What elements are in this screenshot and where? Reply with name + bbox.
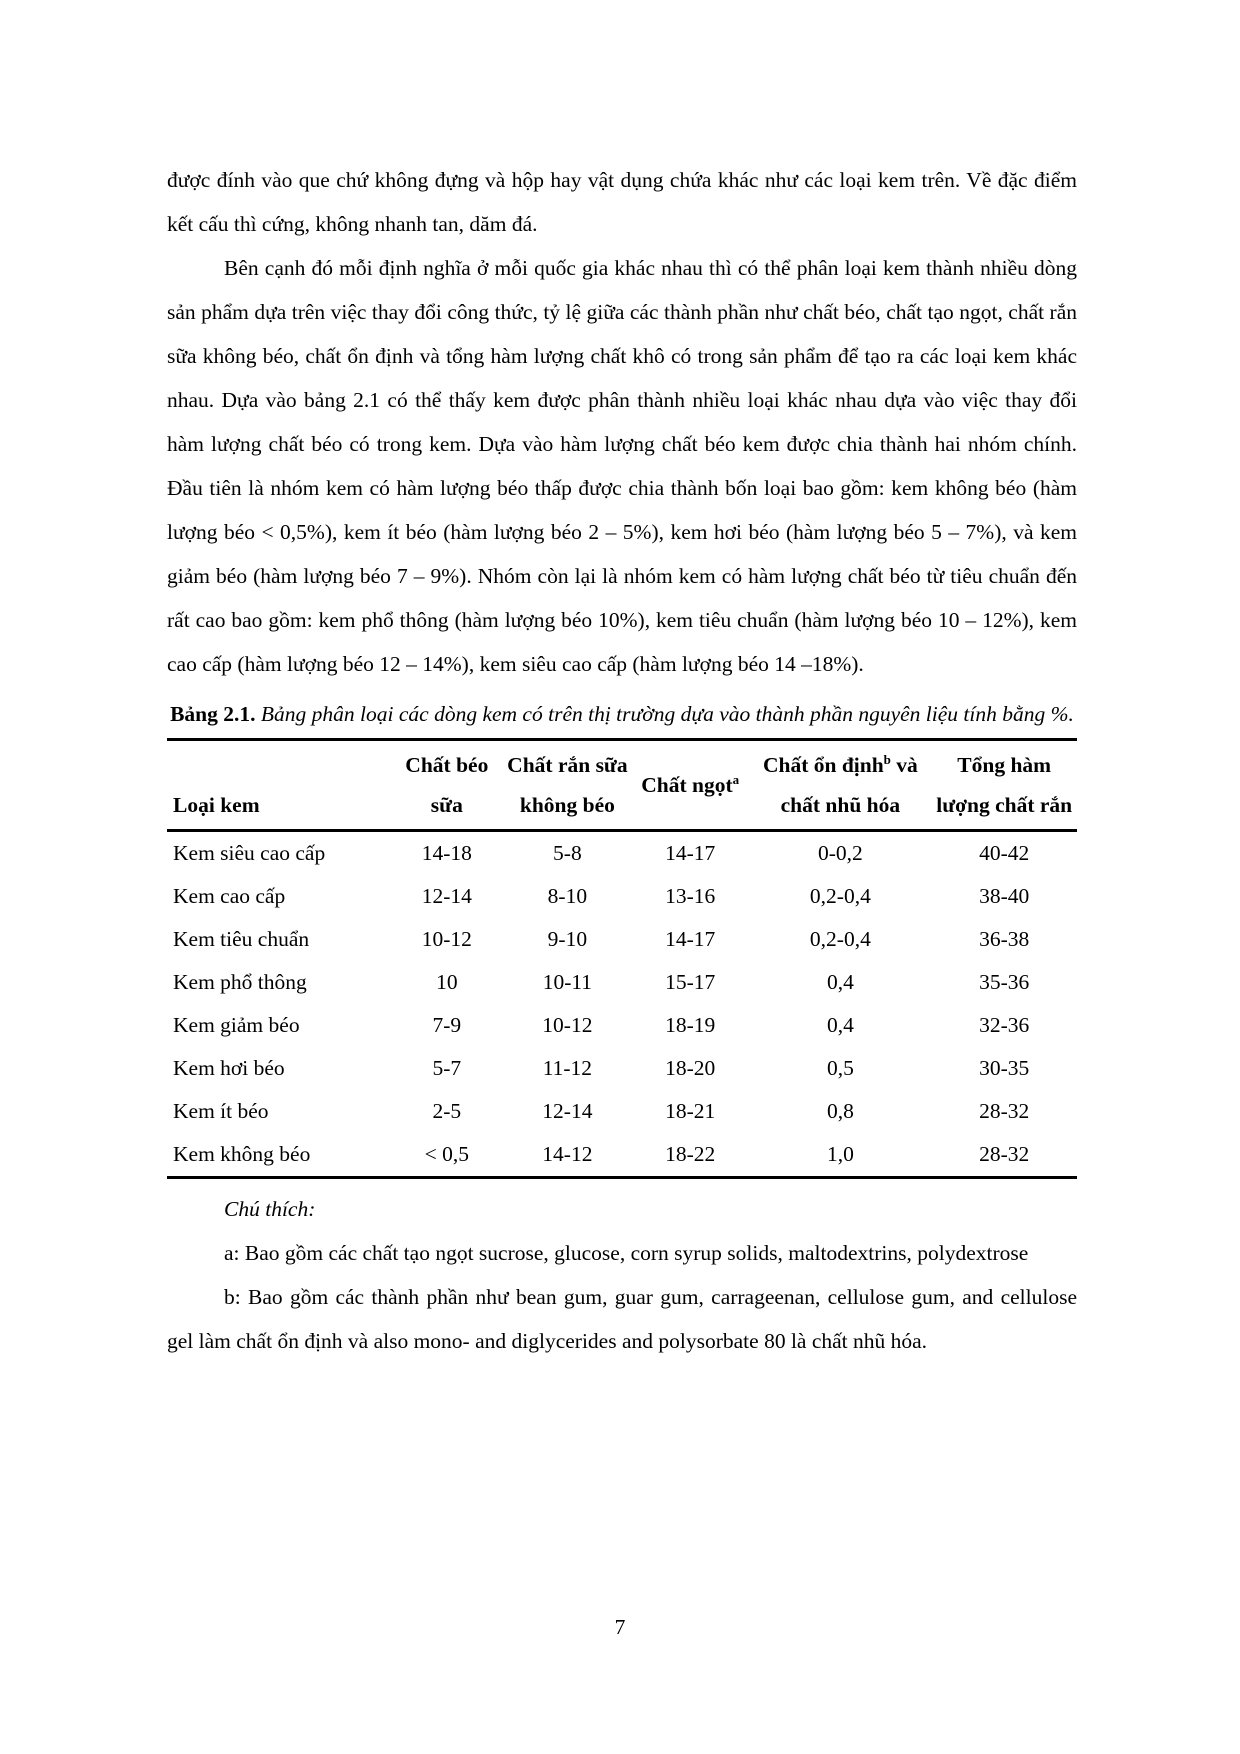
cell-value: 0,2-0,4 — [809, 884, 871, 908]
page-number: 7 — [614, 1615, 626, 1639]
cell-kem-type: Kem cao cấp — [173, 884, 286, 908]
ice-cream-classification-table — [167, 738, 1077, 1179]
cell-value: 10 — [436, 970, 458, 994]
table-row — [167, 961, 1077, 1004]
footnote-a: a: Bao gồm các chất tạo ngọt sucrose, glucose, corn syrup solids, maltodextrins, polydextrose — [224, 1241, 1029, 1265]
cell-value: 9-10 — [547, 927, 588, 951]
table-row — [167, 831, 1077, 876]
cell-value: 14-17 — [665, 927, 716, 951]
cell-value: 35-36 — [979, 970, 1030, 994]
footnote-b: b: Bao gồm các thành phần như bean gum, guar gum, carrageenan, cellulose gum, and cellulose gel làm chất ổn định và also mono- and diglycerides and polysorbate 80 là chất nhũ hóa. — [167, 1285, 1077, 1353]
column-header-chat-ngot — [631, 740, 749, 831]
cell-value: 0,4 — [826, 970, 854, 994]
cell-value: 18-22 — [665, 1142, 716, 1166]
table-caption — [167, 692, 1077, 736]
cell-value: 14-12 — [542, 1142, 593, 1166]
footnote-marker-b: b — [883, 751, 891, 767]
table-footnotes — [167, 1187, 1077, 1363]
table-row — [167, 875, 1077, 918]
cell-value: 11-12 — [542, 1056, 593, 1080]
table-row — [167, 1047, 1077, 1090]
cell-kem-type: Kem tiêu chuẩn — [173, 927, 310, 951]
column-header-chat-on-dinh-nhu-hoa: Chất ổn định$^b$ và chất nhũ hóa — [762, 751, 918, 817]
cell-value: 36-38 — [979, 927, 1030, 951]
cell-kem-type: Kem không béo — [173, 1142, 311, 1166]
cell-value: 0,2-0,4 — [809, 927, 871, 951]
cell-kem-type: Kem giảm béo — [173, 1013, 300, 1037]
table-row — [167, 918, 1077, 961]
cell-value: 5-8 — [553, 841, 582, 865]
cell-value: 10-12 — [542, 1013, 593, 1037]
cell-value: 12-14 — [542, 1099, 593, 1123]
cell-value: 0,8 — [826, 1099, 854, 1123]
table-row — [167, 1004, 1077, 1047]
column-header-loai-kem: Loại kem — [173, 793, 260, 817]
cell-value: 18-20 — [665, 1056, 716, 1080]
footnote-marker-a: a — [732, 771, 740, 787]
cell-value: 28-32 — [979, 1099, 1030, 1123]
cell-value: 40-42 — [979, 841, 1030, 865]
cell-value: < 0,5 — [424, 1142, 469, 1166]
table-header-row — [167, 740, 1077, 831]
cell-value: 18-19 — [665, 1013, 716, 1037]
cell-value: 28-32 — [979, 1142, 1030, 1166]
footnotes-title: Chú thích: — [224, 1197, 316, 1221]
cell-kem-type: Kem siêu cao cấp — [173, 841, 326, 865]
column-header-chat-ran-sua-khong-beo: Chất rắn sữa không béo — [507, 753, 628, 817]
cell-value: 0-0,2 — [817, 841, 863, 865]
paragraph-continuation: được đính vào que chứ không đựng và hộp hay vật dụng chứa khác như các loại kem trên. Về đặc điểm kết cấu thì cứng, không nhanh tan, dăm đá. — [167, 168, 1077, 236]
cell-kem-type: Kem phổ thông — [173, 970, 307, 994]
chat-ngot-label: Chất ngọt — [641, 773, 733, 797]
cell-value: 5-7 — [432, 1056, 462, 1080]
cell-value: 1,0 — [826, 1142, 854, 1166]
cell-value: 15-17 — [665, 970, 716, 994]
table-caption-label: Bảng 2.1. — [170, 702, 256, 726]
chat-on-dinh-label: Chất ổn định — [762, 753, 884, 777]
cell-value: 14-18 — [421, 841, 472, 865]
cell-value: 12-14 — [421, 884, 472, 908]
table-caption-text: Bảng phân loại các dòng kem có trên thị trường dựa vào thành phần nguyên liệu tính bằng %. — [255, 702, 1074, 726]
column-header-chat-beo-sua: Chất béo sữa — [405, 753, 489, 817]
paragraph-classification: Bên cạnh đó mỗi định nghĩa ở mỗi quốc gia khác nhau thì có thể phân loại kem thành nhiều dòng sản phẩm dựa trên việc thay đổi công thức, tỷ lệ giữa các thành phần như chất béo, chất tạo ngọt, chất rắn sữa không béo, chất ổn định và tổng hàm lượng chất khô có trong sản phẩm để tạo ra các loại kem khác nhau. Dựa vào bảng 2.1 có thể thấy kem được phân thành nhiều loại khác nhau dựa vào việc thay đổi hàm lượng chất béo có trong kem. Dựa vào hàm lượng chất béo kem được chia thành hai nhóm chính. Đầu tiên là nhóm kem có hàm lượng béo thấp được chia thành bốn loại bao gồm: kem không béo (hàm lượng béo < 0,5%), kem ít béo (hàm lượng béo 2 – 5%), kem hơi béo (hàm lượng béo 5 – 7%), và kem giảm béo (hàm lượng béo 7 – 9%). Nhóm còn lại là nhóm kem có hàm lượng chất béo từ tiêu chuẩn đến rất cao bao gồm: kem phổ thông (hàm lượng béo 10%), kem tiêu chuẩn (hàm lượng béo 10 – 12%), kem cao cấp (hàm lượng béo 12 – 14%), kem siêu cao cấp (hàm lượng béo 14 –18%). — [167, 256, 1077, 676]
table-row — [167, 1133, 1077, 1178]
cell-value: 38-40 — [979, 884, 1030, 908]
cell-value: 0,4 — [826, 1013, 854, 1037]
cell-value: 0,5 — [826, 1056, 854, 1080]
cell-value: 18-21 — [665, 1099, 716, 1123]
column-header-tong-ham-luong-chat-ran: Tổng hàm lượng chất rắn — [936, 753, 1073, 817]
cell-value: 30-35 — [979, 1056, 1030, 1080]
cell-value: 10-11 — [542, 970, 593, 994]
cell-value: 32-36 — [979, 1013, 1030, 1037]
cell-value: 10-12 — [421, 927, 472, 951]
cell-value: 14-17 — [665, 841, 716, 865]
cell-value: 7-9 — [432, 1013, 462, 1037]
table-row — [167, 1090, 1077, 1133]
cell-value: 2-5 — [432, 1099, 462, 1123]
cell-value: 13-16 — [665, 884, 716, 908]
cell-kem-type: Kem hơi béo — [173, 1056, 285, 1080]
cell-kem-type: Kem ít béo — [173, 1099, 269, 1123]
cell-value: 8-10 — [547, 884, 588, 908]
